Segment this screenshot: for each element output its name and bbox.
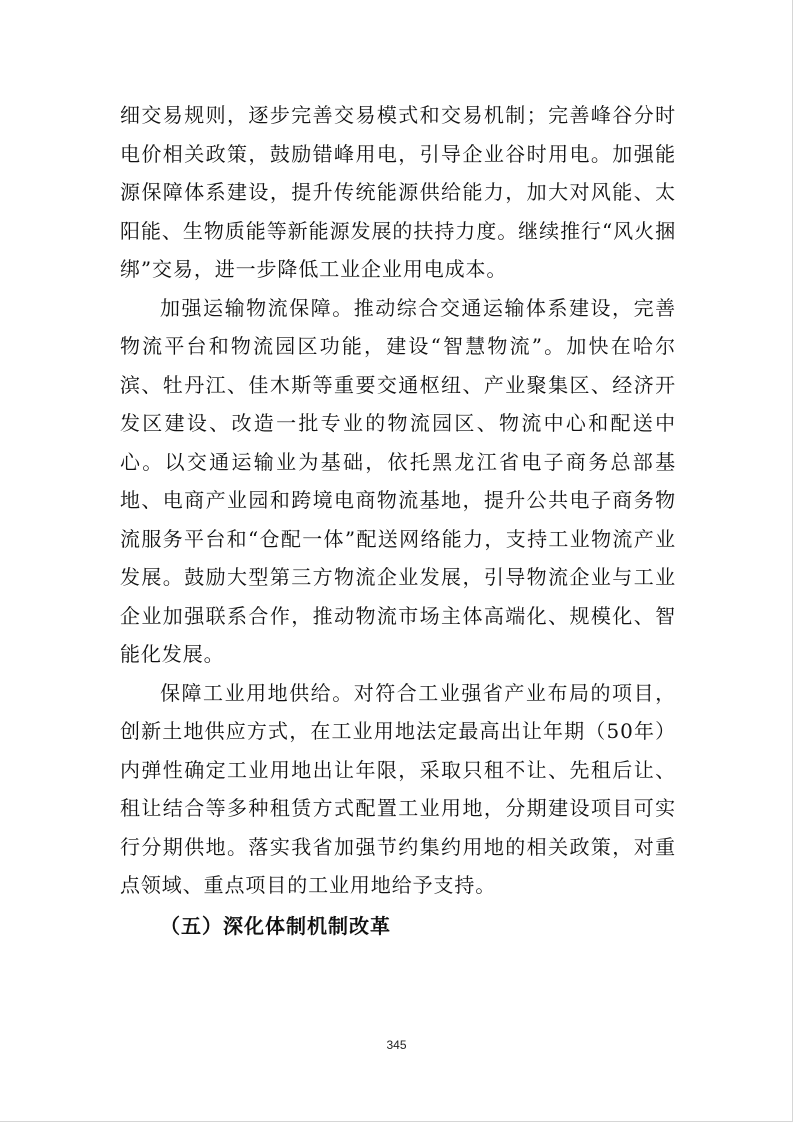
document-body xyxy=(120,96,676,945)
page-number: 345 xyxy=(386,1038,407,1052)
paragraph-land: 保障工业用地供给。对符合工业强省产业布局的项目，创新土地供应方式，在工业用地法定最高出让年期（50年）内弹性确定工业用地出让年限，采取只租不让、先租后让、租让结合等多种租赁方式配置工业用地，分期建设项目可实行分期供地。落实我省加强节约集约用地的相关政策，对重点领域、重点项目的工业用地给予支持。 xyxy=(120,680,676,897)
paragraph-energy: 细交易规则，逐步完善交易模式和交易机制；完善峰谷分时电价相关政策，鼓励错峰用电，引导企业谷时用电。加强能源保障体系建设，提升传统能源供给能力，加大对风能、太阳能、生物质能等新能源发展的扶持力度。继续推行“风火捆绑”交易，进一步降低工业企业用电成本。 xyxy=(120,103,676,281)
paragraph-logistics: 加强运输物流保障。推动综合交通运输体系建设，完善物流平台和物流园区功能，建设“智慧物流”。加快在哈尔滨、牡丹江、佳木斯等重要交通枢纽、产业聚集区、经济开发区建设、改造一批专业的物流园区、物流中心和配送中心。以交通运输业为基础，依托黑龙江省电子商务总部基地、电商产业园和跨境电商物流基地，提升公共电子商务物流服务平台和“仓配一体”配送网络能力，支持工业物流产业发展。鼓励大型第三方物流企业发展，引导物流企业与工业企业加强联系合作，推动物流市场主体高端化、规模化、智能化发展。 xyxy=(120,295,676,666)
section-heading: （五）深化体制机制改革 xyxy=(160,913,391,938)
